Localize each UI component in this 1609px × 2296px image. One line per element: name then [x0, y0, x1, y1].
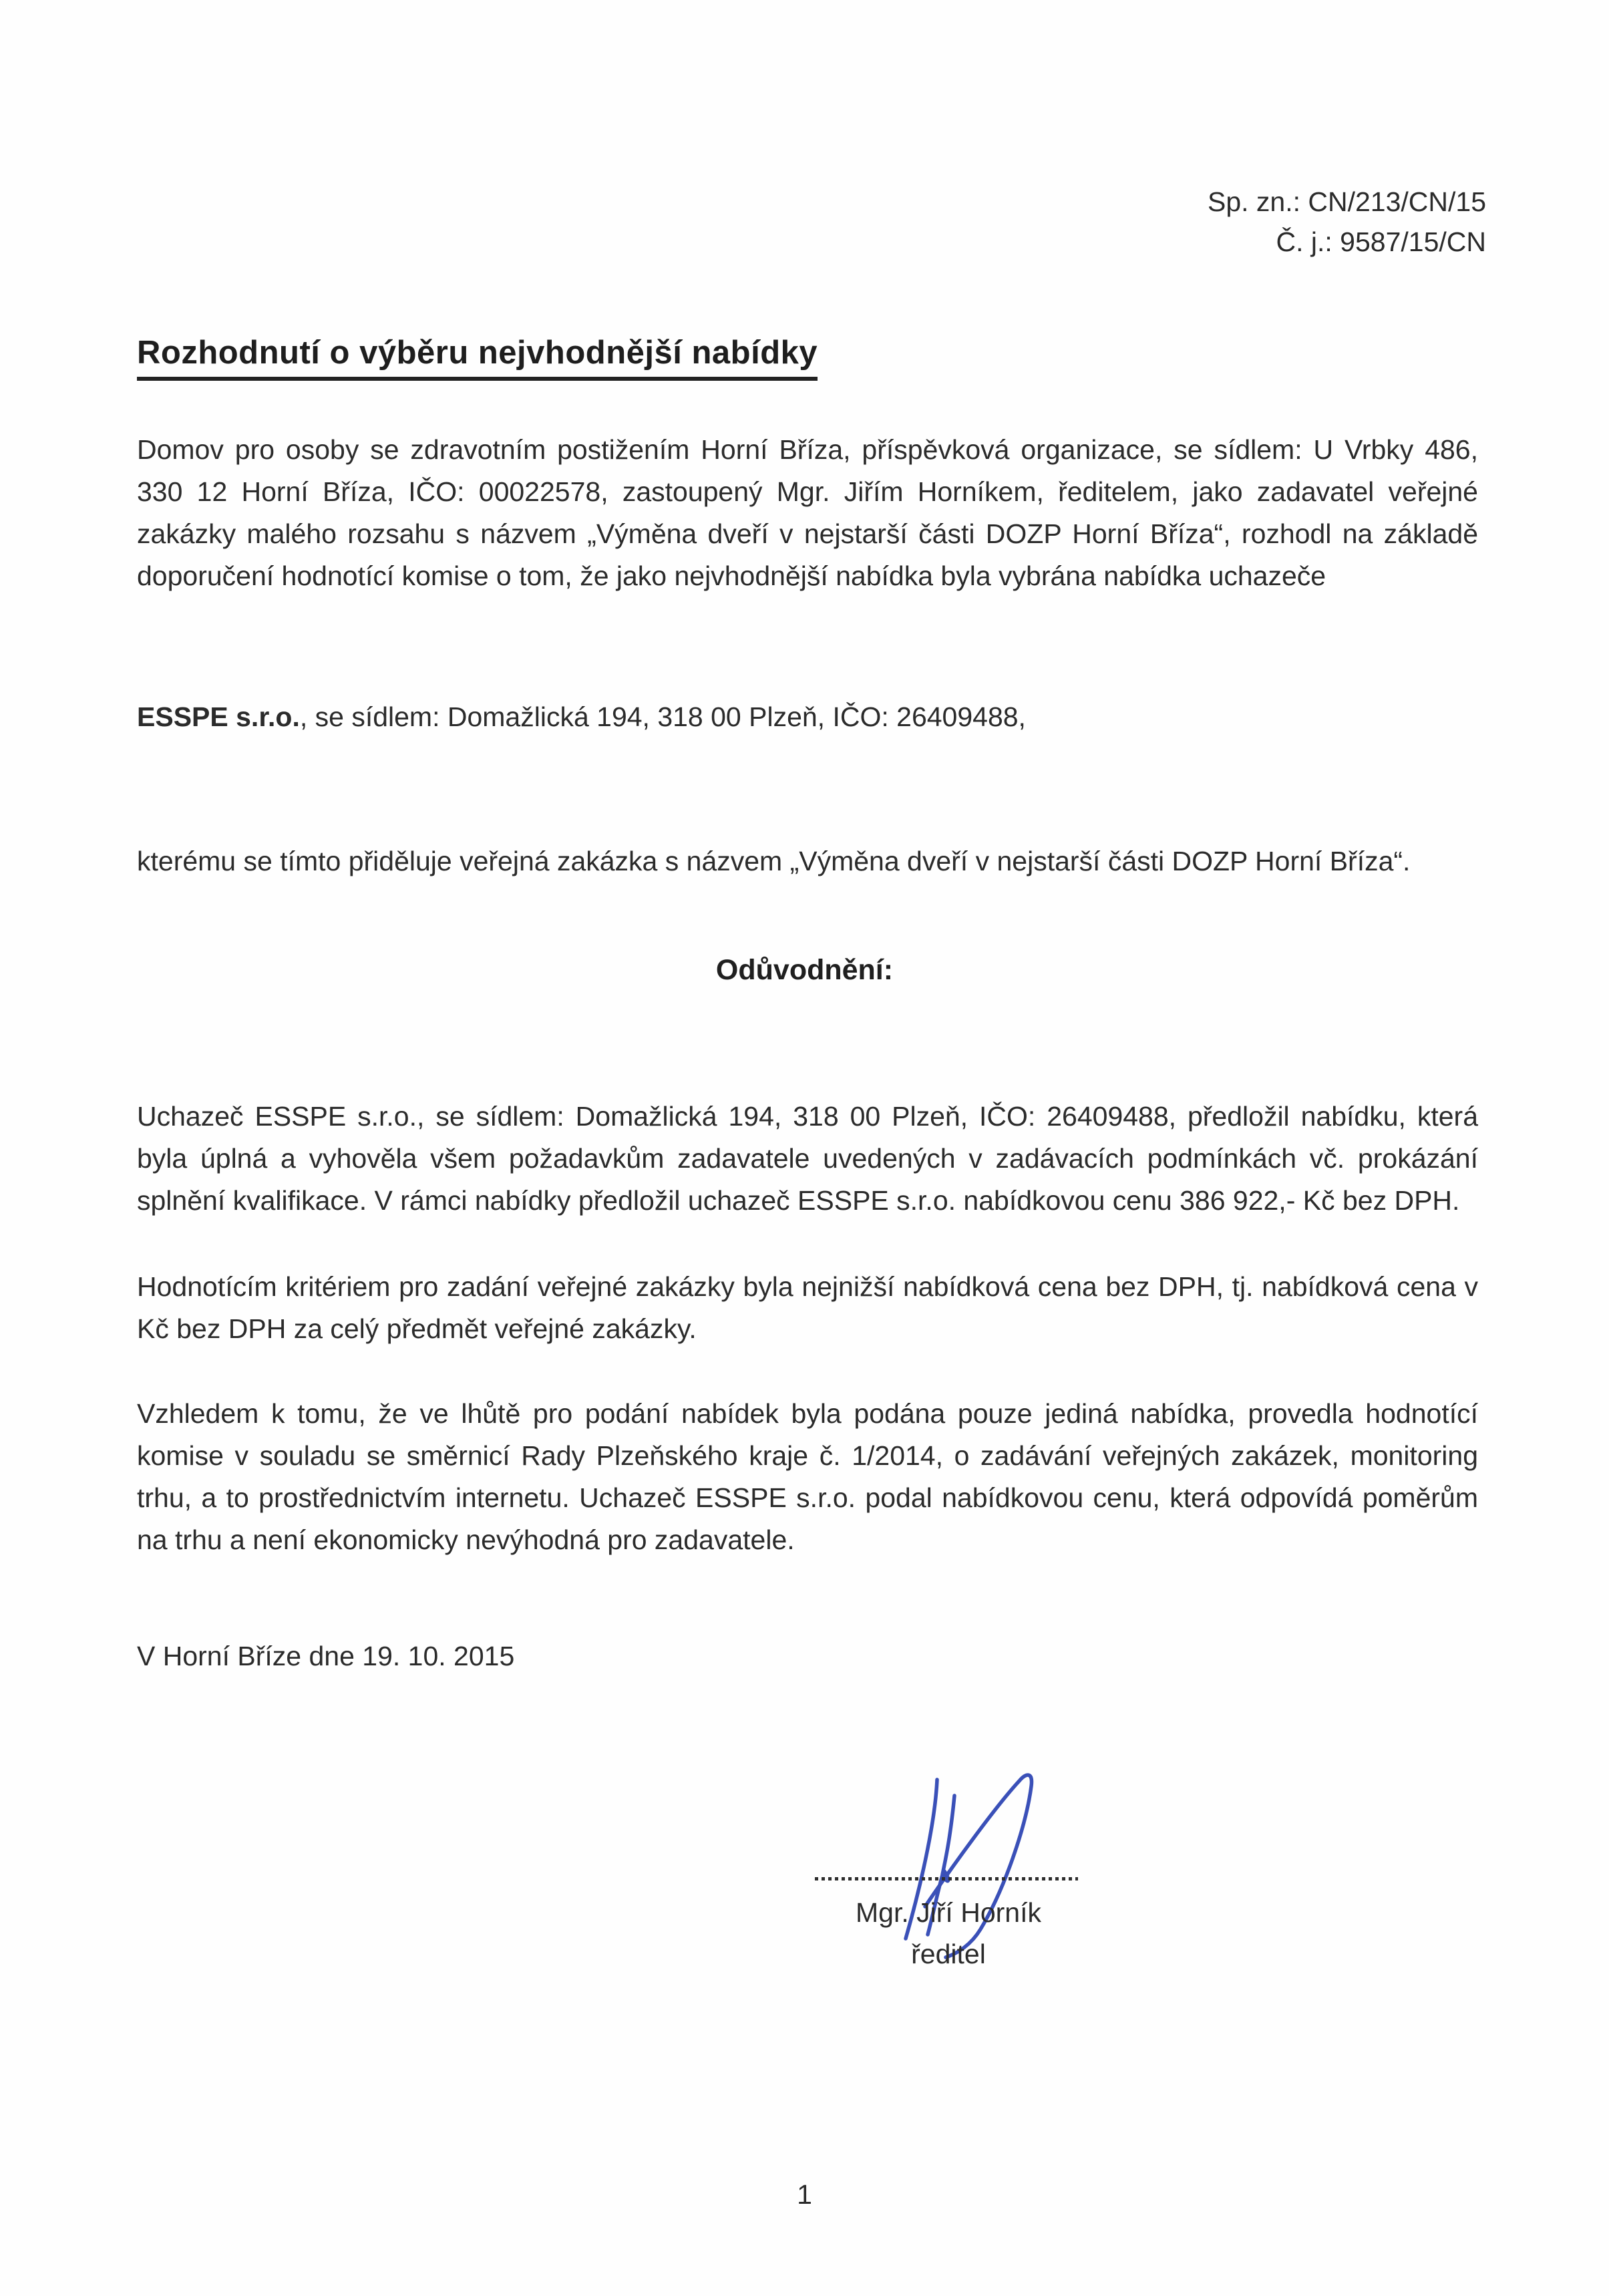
- justification-paragraph-2: Hodnotícím kritériem pro zadání veřejné zakázky byla nejnižší nabídková cena bez DPH, tj. nabídková cena v Kč bez DPH za celý předmět veřejné zakázky.: [137, 1271, 1478, 1344]
- date-place-line: V Horní Bříze dne 19. 10. 2015: [137, 1641, 515, 1671]
- justification-paragraph-3: Vzhledem k tomu, že ve lhůtě pro podání nabídek byla podána pouze jediná nabídka, provedla hodnotící komise v souladu se směrnicí Rady Plzeňského kraje č. 1/2014, o zadávání veřejných zakázek, monitoring trhu, a to prostřednictvím internetu. Uchazeč ESSPE s.r.o. podal nabídkovou cenu, která odpovídá poměrům na trhu a není ekonomicky nevýhodná pro zadavatele.: [137, 1398, 1478, 1555]
- award-paragraph: kterému se tímto přiděluje veřejná zakázka s názvem „Výměna dveří v nejstarší části DOZP Horní Bříza“.: [137, 846, 1411, 876]
- page-number: 1: [797, 2179, 812, 2210]
- signature-dotted-line: [815, 1877, 1078, 1880]
- justification-heading: Odůvodnění:: [715, 954, 894, 986]
- document-number: Č. j.: 9587/15/CN: [1276, 226, 1486, 257]
- winner-company-name: ESSPE s.r.o.: [137, 701, 300, 732]
- winner-line: [137, 696, 1478, 738]
- reference-block: [1208, 182, 1486, 262]
- intro-paragraph: Domov pro osoby se zdravotním postižením Horní Bříza, příspěvková organizace, se sídlem: U Vrbky 486, 330 12 Horní Bříza, IČO: 00022578, zastoupený Mgr. Jiřím Horníkem, ředitelem, jako zadavatel veřejné zakázky malého rozsahu s názvem „Výměna dveří v nejstarší části DOZP Horní Bříza“, rozhodl na základě doporučení hodnotící komise o tom, že jako nejvhodnější nabídka byla vybrána nabídka uchazeče: [137, 434, 1478, 591]
- signatory-role: ředitel: [911, 1939, 986, 1969]
- justification-paragraph-1: Uchazeč ESSPE s.r.o., se sídlem: Domažlická 194, 318 00 Plzeň, IČO: 26409488, předložil nabídku, která byla úplná a vyhověla všem požadavkům zadavatele uvedených v zadávacích podmínkách vč. prokázání splnění kvalifikace. V rámci nabídky předložil uchazeč ESSPE s.r.o. nabídkovou cenu 386 922,- Kč bez DPH.: [137, 1101, 1478, 1216]
- winner-company-address: , se sídlem: Domažlická 194, 318 00 Plzeň, IČO: 26409488,: [299, 701, 1026, 732]
- signatory-block: [748, 1892, 1149, 1975]
- document-title-text: Rozhodnutí o výběru nejvhodnější nabídky: [137, 334, 818, 381]
- file-reference: Sp. zn.: CN/213/CN/15: [1207, 186, 1486, 217]
- signatory-name: Mgr. Jiří Horník: [856, 1897, 1041, 1928]
- document-title: [137, 334, 818, 381]
